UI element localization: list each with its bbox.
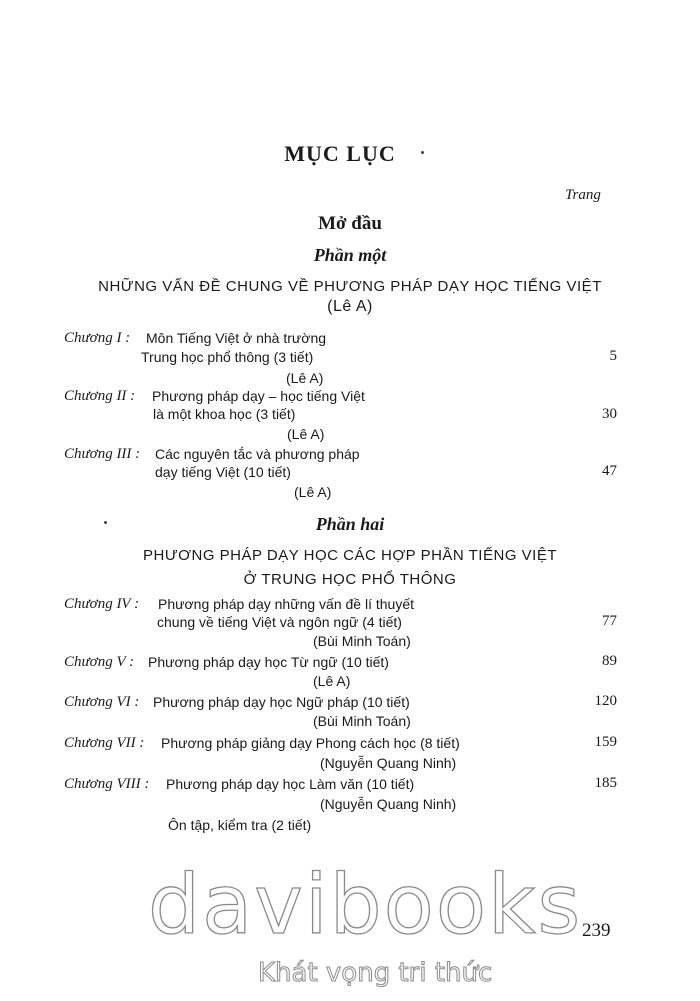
chapter-1-author: (Lê A) (286, 370, 324, 386)
chapter-7-label: Chương VII : (64, 735, 145, 751)
chapter-1-label: Chương I : (64, 330, 131, 346)
chapter-5-title: Phương pháp dạy học Từ ngữ (10 tiết) (148, 654, 389, 670)
chapter-6-title: Phương pháp dạy học Ngữ pháp (10 tiết) (153, 694, 410, 710)
chapter-5-author: (Lê A) (313, 673, 351, 689)
part-two-label: Phần hai (315, 514, 385, 534)
chapter-6-author: (Bùi Minh Toán) (313, 713, 411, 729)
chapter-8-label: Chương VIII : (64, 776, 150, 792)
chapter-3-page: 47 (602, 463, 617, 479)
speck (421, 151, 424, 154)
chapter-4-title-cont: chung về tiếng Việt và ngôn ngữ (4 tiết) (157, 614, 402, 630)
chapter-3-title-cont: dạy tiếng Việt (10 tiết) (155, 464, 291, 480)
chapter-3-author: (Lê A) (294, 484, 332, 500)
chapter-2-page: 30 (602, 406, 617, 422)
page-title: MỤC LỤC (284, 141, 396, 166)
chapter-7-title: Phương pháp giảng dạy Phong cách học (8 tiết) (161, 735, 460, 751)
watermark-slogan: Khát vọng tri thức (258, 958, 493, 988)
chapter-2-label: Chương II : (64, 388, 136, 404)
review-entry: Ôn tập, kiểm tra (2 tiết) (168, 817, 312, 833)
chapter-2-title-cont: là một khoa học (3 tiết) (153, 406, 296, 422)
chapter-8-author: (Nguyễn Quang Ninh) (320, 796, 457, 812)
chapter-3-label: Chương III : (64, 446, 141, 462)
chapter-4-page: 77 (602, 613, 617, 629)
part-one-heading: NHỮNG VẤN ĐỀ CHUNG VỀ PHƯƠNG PHÁP DẠY HỌC TIẾNG VIỆT (98, 278, 602, 295)
chapter-4-author: (Bùi Minh Toán) (313, 633, 411, 649)
chapter-2-author: (Lê A) (287, 426, 325, 442)
part-two-heading: PHƯƠNG PHÁP DẠY HỌC CÁC HỢP PHẦN TIẾNG VIỆT (142, 547, 557, 564)
intro-heading: Mở đầu (318, 213, 382, 234)
part-one-label: Phần một (313, 245, 387, 265)
chapter-4-label: Chương IV : (64, 596, 140, 612)
chapter-6-page: 120 (594, 693, 617, 709)
chapter-5-page: 89 (602, 653, 617, 669)
part-two-heading-cont: Ở TRUNG HỌC PHỔ THÔNG (243, 571, 457, 588)
chapter-2-title: Phương pháp dạy – học tiếng Việt (152, 388, 365, 404)
chapter-7-page: 159 (594, 734, 617, 750)
chapter-3-title: Các nguyên tắc và phương pháp (155, 446, 360, 462)
chapter-5-label: Chương V : (64, 654, 135, 670)
page-number: 239 (582, 920, 611, 941)
chapter-1-title-cont: Trung học phổ thông (3 tiết) (141, 349, 314, 365)
chapter-4-title: Phương pháp dạy những vấn đề lí thuyết (158, 596, 414, 612)
part-one-author: (Lê A) (327, 298, 373, 315)
chapter-6-label: Chương VI : (64, 694, 140, 710)
chapter-8-page: 185 (594, 775, 617, 791)
watermark-logo: davibooks (148, 858, 583, 953)
chapter-7-author: (Nguyễn Quang Ninh) (320, 755, 457, 771)
page-column-label: Trang (565, 187, 601, 203)
chapter-1-page: 5 (609, 348, 617, 364)
chapter-1-title: Môn Tiếng Việt ở nhà trường (146, 330, 327, 346)
chapter-8-title: Phương pháp dạy học Làm văn (10 tiết) (166, 776, 415, 792)
